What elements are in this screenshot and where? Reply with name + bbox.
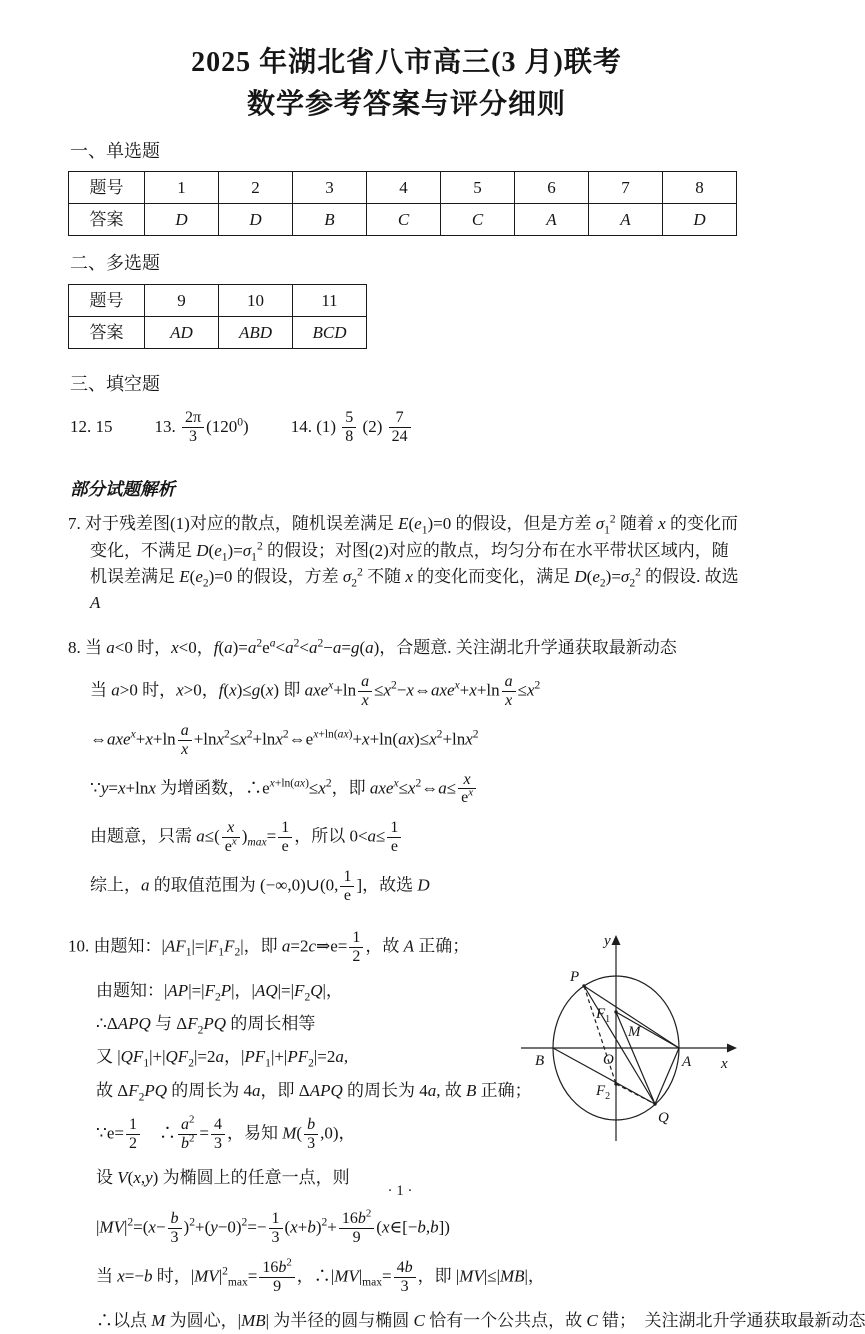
label-F1: $F_1$ <box>596 1005 611 1025</box>
dashed-PF2 <box>584 986 616 1084</box>
p8-line: 当 a>0 时，x>0，f(x)≤g(x) 即 axe$^x$+ln $\frac{a}{x}$ $\le x^2-x\Leftrightarrow axe^x+x+\ln$ $\frac{a}{x}$ $\le x^2$ <box>90 672 541 709</box>
label-Q: Q <box>658 1109 669 1126</box>
p8-line: 由题意，只需 a≤( $\frac{x}{e^x}$ )$_{max}=$ $\frac{1}{e}$ ，所以 0<a≤ $\frac{1}{e}$ <box>90 819 745 856</box>
p10-line: 又 $|QF_1|+|QF_2|=2a$，$|PF_1|+|PF_2|=2a$, <box>96 1047 349 1070</box>
answer-cell: D <box>663 204 737 236</box>
qnum-cell: 6 <box>515 172 589 204</box>
p10-line: $|MV|^2=(x-$ $\frac{b}{3}$ )$^2+(y-0)^2=-$ $\frac{1}{3}$ $(x+b)^2+$ $\frac{16b^2}{9}$ (x∈[−b,b]) <box>96 1208 450 1247</box>
fill-answer-13: 13. $\frac{2\pi}{3}$ $(120^0)$ <box>154 409 249 446</box>
point-F2 <box>614 1082 617 1085</box>
problem-7-solution: 7. 对于残差图(1)对应的散点，随机误差满足 $E(e_1)=0$ 的假设，但是方差 $\sigma_1^2$ 随着 x 的变化而变化，不满足 $D(e_1)=\sigma_1^2$ 的假设；对图(2)对应的散点，均匀分布在水平带状区域内，随机误差满足 $E(e_2)=0$ 的假设，方差 $\sigma_2^2$ 不随 x 的变化而变化，满足 $D(e_2)=\sigma_2^2$ 的假设. 故选 A <box>68 512 739 613</box>
page-subtitle: 数学参考答案与评分细则 <box>246 88 566 120</box>
x-axis-arrow <box>727 1043 737 1052</box>
qnum-cell: 7 <box>589 172 663 204</box>
qnum-cell: 2 <box>219 172 293 204</box>
p8-line: 综上，a 的取值范围为 (−∞,0)∪(0, $\frac{1}{e}$ ]，故选 D <box>90 868 430 905</box>
qnum-cell: 3 <box>293 172 367 204</box>
fill-in-answers <box>70 409 745 446</box>
answer-cell: A <box>589 204 663 236</box>
table-row-answers <box>69 317 367 349</box>
answer-cell: D <box>145 204 219 236</box>
p10-line: 故 $\Delta F_2PQ$ 的周长为 4a，即 ΔAPQ 的周长为 4a, 故 B 正确； <box>96 1080 532 1104</box>
chord-AQ <box>655 1048 679 1104</box>
chord-F1A <box>616 1012 679 1048</box>
table-row-question-numbers <box>69 285 367 317</box>
section-heading-single-choice: 一、单选题 <box>70 140 160 161</box>
answer-cell: A <box>515 204 589 236</box>
p10-line: ∴ΔAPQ 与 $\Delta F_2PQ$ 的周长相等 <box>96 1014 316 1037</box>
fill-answer-12: 12. 15 <box>70 416 113 436</box>
table-row-question-numbers <box>69 172 737 204</box>
qnum-cell: 11 <box>293 285 367 317</box>
p10-line: 10. 由题知：$|AF_1|=|F_1F_2|$，即 a=2c⇒e= $\frac{1}{2}$ ，故 A 正确； <box>68 928 470 965</box>
section-heading-fill-in: 三、填空题 <box>70 374 160 395</box>
page-number: · 1 · <box>387 1182 413 1199</box>
qnum-cell: 4 <box>367 172 441 204</box>
y-axis-label: y <box>604 932 611 949</box>
answer-cell: ABD <box>219 317 293 349</box>
fill-answer-14: 14. (1) $\frac{5}{8}$ (2) $\frac{7}{24}$ <box>291 417 413 436</box>
table-row-answers <box>69 204 737 236</box>
point-Q <box>653 1102 656 1105</box>
answer-cell: BCD <box>293 317 367 349</box>
single-choice-table <box>68 171 737 236</box>
analysis-heading: 部分试题解析 <box>70 479 175 500</box>
point-F1 <box>614 1010 617 1013</box>
problem-10-solution <box>68 928 865 1334</box>
p8-line: 8. 当 a<0 时，x<0，$f(a)=a^2e^a<a^2<a^2-a=g(a)$，合题意. 关注湖北升学通获取最新动态 <box>68 635 677 657</box>
row-label: 题号 <box>69 172 145 204</box>
section-heading-multi-choice: 二、多选题 <box>70 253 160 274</box>
row-label: 题号 <box>69 285 145 317</box>
x-axis-label: x <box>721 1055 728 1072</box>
label-F2: $F_2$ <box>596 1082 611 1102</box>
row-label: 答案 <box>69 317 145 349</box>
y-axis-arrow <box>612 935 621 945</box>
page-title: 2025 年湖北省八市高三(3 月)联考 <box>191 47 622 78</box>
p10-line: 当 x=−b 时，$|MV|^2_{max}=$ $\frac{16b^2}{9}$ ，$\therefore|MV|_{max}=$ $\frac{4b}{3}$ ，即 |MV|≤|MB|， <box>96 1256 545 1296</box>
p10-line: ∴以点 M 为圆心，|MB| 为半径的圆与椭圆 C 恰有一个公共点，故 C 错； 关注湖北升学通获取最新动态 <box>96 1310 865 1330</box>
label-P: P <box>570 968 580 985</box>
problem-8-solution <box>68 635 745 905</box>
multi-choice-table <box>68 284 367 349</box>
p10-line: ∵e= $\frac{1}{2}$ ∴ $\frac{a^2}{b^2}$ = $\frac{4}{3}$ ，易知 M( $\frac{b}{3}$ ,0)， <box>96 1113 356 1153</box>
ellipse-figure <box>509 931 745 1147</box>
p10-line: 设 V(x,y) 为椭圆上的任意一点，则 <box>96 1167 350 1187</box>
p8-line: ⇔axe$^x$+x+ln $\frac{a}{x}$ $+\ln x^2\le x^2+\ln x^2\Leftrightarrow e^{x+ln(ax)}+x+\ln(ax)\le x^2+\ln x^2$ <box>90 721 479 758</box>
chord-PQ <box>584 986 655 1104</box>
qnum-cell: 8 <box>663 172 737 204</box>
answer-cell: B <box>293 204 367 236</box>
answer-cell: C <box>367 204 441 236</box>
answer-cell: AD <box>145 317 219 349</box>
answer-cell: D <box>219 204 293 236</box>
label-B: B <box>535 1052 545 1069</box>
label-O: O <box>603 1051 614 1068</box>
qnum-cell: 9 <box>145 285 219 317</box>
p8-line: ∵y=x+lnx 为增函数，$\therefore e^{x+ln(ax)}\le x^2$，即 $axe^x\le x^2\Leftrightarrow a\le$ $\frac{x}{e^x}$ <box>90 771 745 808</box>
answer-cell: C <box>441 204 515 236</box>
p10-line: 由题知：$|AP|=|F_2P|$，$|AQ|=|F_2Q|$， <box>96 980 343 1004</box>
label-A: A <box>682 1053 692 1070</box>
label-M: M <box>628 1023 641 1040</box>
qnum-cell: 10 <box>219 285 293 317</box>
qnum-cell: 5 <box>441 172 515 204</box>
point-P <box>582 984 585 987</box>
qnum-cell: 1 <box>145 172 219 204</box>
row-label: 答案 <box>69 204 145 236</box>
